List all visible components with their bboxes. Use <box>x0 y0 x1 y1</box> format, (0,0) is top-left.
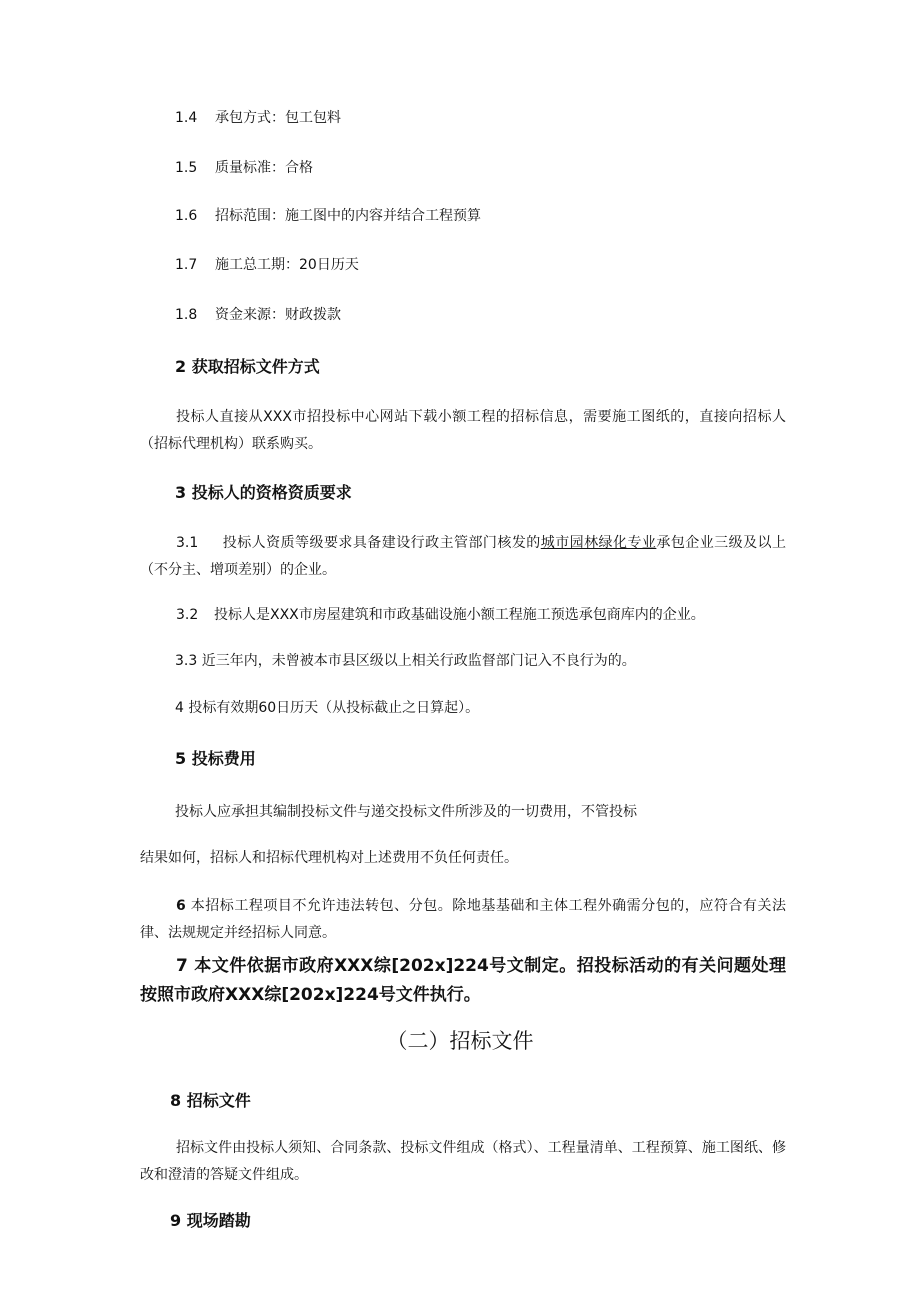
section-4: 4 投标有效期60日历天（从投标截止之日算起）。 <box>175 700 480 716</box>
clause-text: 资金来源：财政拨款 <box>215 307 341 323</box>
clause-1-6 <box>175 206 481 226</box>
clause-1-7 <box>175 255 359 275</box>
section-3-2 <box>176 605 705 625</box>
section-6 <box>140 893 786 947</box>
underlined-text: 城市园林绿化专业 <box>540 535 657 551</box>
clause-number: 1.6 <box>175 208 198 224</box>
section-3-heading: 3 投标人的资格资质要求 <box>175 483 352 502</box>
section-3-3: 3.3 近三年内，未曾被本市县区级以上相关行政监督部门记入不良行为的。 <box>175 653 636 669</box>
section-2-heading: 2 获取招标文件方式 <box>175 357 320 376</box>
clause-1-4 <box>175 108 341 128</box>
section-3-1 <box>140 530 786 584</box>
clause-number: 1.8 <box>175 307 198 323</box>
clause-text: 本招标工程项目不允许违法转包、分包。除地基基础和主体工程外确需分包的，应符合有关法律、法规规定并经招标人同意。 <box>140 898 786 941</box>
clause-number: 3.1 <box>176 535 199 551</box>
section-2-body: 投标人直接从XXX市招投标中心网站下载小额工程的招标信息，需要施工图纸的，直接向招标人（招标代理机构）联系购买。 <box>140 409 786 452</box>
section-8-body: 招标文件由投标人须知、合同条款、投标文件组成（格式）、工程量清单、工程预算、施工图纸、修改和澄清的答疑文件组成。 <box>140 1140 786 1183</box>
clause-text: 招标范围：施工图中的内容并结合工程预算 <box>215 208 481 224</box>
clause-text: 承包方式：包工包料 <box>215 110 341 126</box>
clause-number: 6 <box>176 898 186 914</box>
clause-number: 1.4 <box>175 110 198 126</box>
section-9-heading: 9 现场踏勘 <box>170 1211 251 1230</box>
section-5-line2: 结果如何，招标人和招标代理机构对上述费用不负任何责任。 <box>140 850 518 866</box>
clause-text: 质量标准：合格 <box>215 160 313 176</box>
clause-number: 1.7 <box>175 257 198 273</box>
clause-text-before: 投标人资质等级要求具备建设行政主管部门核发的 <box>222 535 541 551</box>
clause-number: 1.5 <box>175 160 198 176</box>
clause-number: 3.2 <box>176 607 199 623</box>
section-8-heading: 8 招标文件 <box>170 1091 251 1110</box>
clause-text: 施工总工期：20日历天 <box>215 257 359 273</box>
section-7: 7 本文件依据市政府XXX综[202x]224号文制定。招投标活动的有关问题处理按照市政府XXX综[202x]224号文件执行。 <box>140 956 786 1005</box>
part-2-title: （二）招标文件 <box>386 1029 534 1053</box>
clause-1-8 <box>175 305 341 325</box>
clause-text-after: 承包企业三级及以上（不分主、增项差别）的企业。 <box>140 535 786 578</box>
clause-1-5 <box>175 158 313 178</box>
clause-text: 投标人是XXX市房屋建筑和市政基础设施小额工程施工预选承包商库内的企业。 <box>214 607 705 623</box>
section-5-line1: 投标人应承担其编制投标文件与递交投标文件所涉及的一切费用，不管投标 <box>175 804 637 820</box>
section-5-heading: 5 投标费用 <box>175 749 256 768</box>
